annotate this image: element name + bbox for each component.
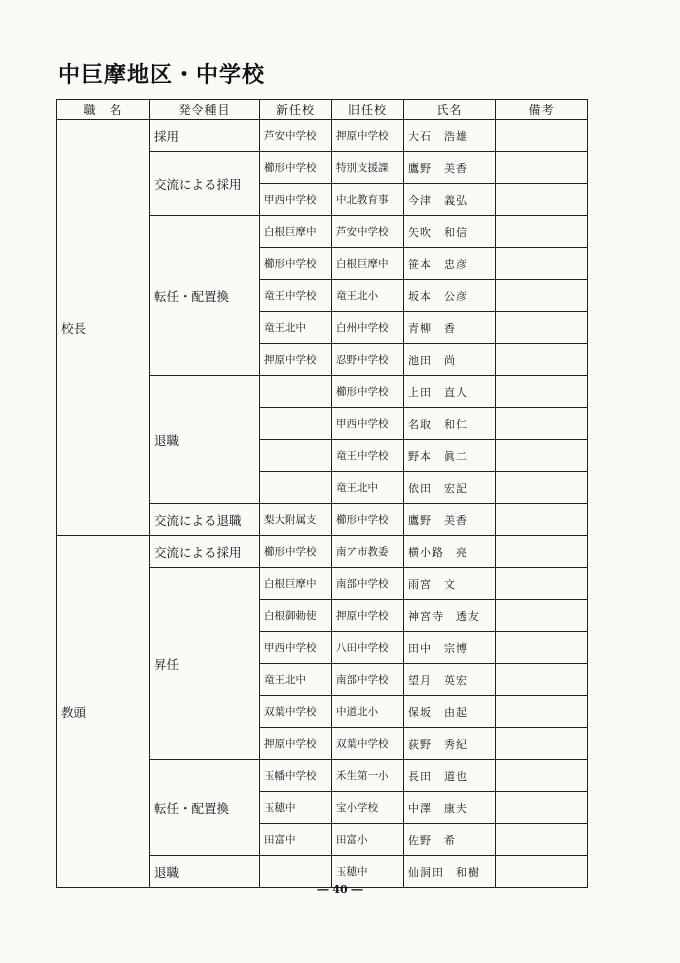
table-header-row bbox=[57, 100, 588, 120]
person-name-cell: 青柳 香 bbox=[404, 312, 496, 344]
new-school-cell: 櫛形中学校 bbox=[260, 248, 332, 280]
new-school-cell: 甲西中学校 bbox=[260, 184, 332, 216]
person-name-cell: 野本 眞二 bbox=[404, 440, 496, 472]
appointment-type-cell: 転任・配置換 bbox=[150, 216, 260, 376]
old-school-cell: 櫛形中学校 bbox=[332, 376, 404, 408]
remarks-cell bbox=[496, 472, 588, 504]
old-school-cell: 双葉中学校 bbox=[332, 728, 404, 760]
old-school-cell: 宝小学校 bbox=[332, 792, 404, 824]
remarks-cell bbox=[496, 728, 588, 760]
new-school-cell: 田富中 bbox=[260, 824, 332, 856]
person-name-cell: 上田 直人 bbox=[404, 376, 496, 408]
old-school-cell: 南部中学校 bbox=[332, 664, 404, 696]
header-remarks: 備考 bbox=[496, 100, 588, 120]
table-row bbox=[57, 120, 588, 152]
remarks-cell bbox=[496, 344, 588, 376]
remarks-cell bbox=[496, 824, 588, 856]
table-body bbox=[57, 120, 588, 888]
new-school-cell: 白根御勅使 bbox=[260, 600, 332, 632]
remarks-cell bbox=[496, 568, 588, 600]
page-number: ― 40 ― bbox=[317, 883, 363, 896]
remarks-cell bbox=[496, 760, 588, 792]
person-name-cell: 今津 義弘 bbox=[404, 184, 496, 216]
person-name-cell: 鷹野 美香 bbox=[404, 504, 496, 536]
person-name-cell: 矢吹 和信 bbox=[404, 216, 496, 248]
new-school-cell: 梨大附属支 bbox=[260, 504, 332, 536]
person-name-cell: 佐野 希 bbox=[404, 824, 496, 856]
header-type: 発令種目 bbox=[150, 100, 260, 120]
old-school-cell: 忍野中学校 bbox=[332, 344, 404, 376]
header-name: 氏名 bbox=[404, 100, 496, 120]
old-school-cell: 八田中学校 bbox=[332, 632, 404, 664]
header-position: 職 名 bbox=[57, 100, 150, 120]
old-school-cell: 中北教育事 bbox=[332, 184, 404, 216]
new-school-cell: 白根巨摩中 bbox=[260, 216, 332, 248]
old-school-cell: 竜王北中 bbox=[332, 472, 404, 504]
old-school-cell: 田富小 bbox=[332, 824, 404, 856]
new-school-cell: 芦安中学校 bbox=[260, 120, 332, 152]
person-name-cell: 保坂 由起 bbox=[404, 696, 496, 728]
appointment-type-cell: 交流による採用 bbox=[150, 152, 260, 216]
old-school-cell: 芦安中学校 bbox=[332, 216, 404, 248]
new-school-cell: 玉穂中 bbox=[260, 792, 332, 824]
new-school-cell: 押原中学校 bbox=[260, 728, 332, 760]
position-cell: 教頭 bbox=[57, 536, 150, 888]
remarks-cell bbox=[496, 184, 588, 216]
new-school-cell bbox=[260, 472, 332, 504]
appointment-type-cell: 退職 bbox=[150, 856, 260, 888]
remarks-cell bbox=[496, 440, 588, 472]
new-school-cell: 竜王北中 bbox=[260, 664, 332, 696]
remarks-cell bbox=[496, 376, 588, 408]
remarks-cell bbox=[496, 600, 588, 632]
new-school-cell: 玉幡中学校 bbox=[260, 760, 332, 792]
old-school-cell: 中道北小 bbox=[332, 696, 404, 728]
person-name-cell: 田中 宗博 bbox=[404, 632, 496, 664]
old-school-cell: 白根巨摩中 bbox=[332, 248, 404, 280]
old-school-cell: 押原中学校 bbox=[332, 120, 404, 152]
appointment-type-cell: 交流による退職 bbox=[150, 504, 260, 536]
personnel-table bbox=[56, 99, 588, 888]
appointment-type-cell: 昇任 bbox=[150, 568, 260, 760]
old-school-cell: 竜王北小 bbox=[332, 280, 404, 312]
remarks-cell bbox=[496, 696, 588, 728]
person-name-cell: 中澤 康夫 bbox=[404, 792, 496, 824]
remarks-cell bbox=[496, 312, 588, 344]
person-name-cell: 池田 尚 bbox=[404, 344, 496, 376]
remarks-cell bbox=[496, 792, 588, 824]
header-new-school: 新任校 bbox=[260, 100, 332, 120]
old-school-cell: 南部中学校 bbox=[332, 568, 404, 600]
new-school-cell: 双葉中学校 bbox=[260, 696, 332, 728]
new-school-cell: 櫛形中学校 bbox=[260, 536, 332, 568]
person-name-cell: 雨宮 文 bbox=[404, 568, 496, 600]
person-name-cell: 坂本 公彦 bbox=[404, 280, 496, 312]
person-name-cell: 笹本 忠彦 bbox=[404, 248, 496, 280]
person-name-cell: 神宮寺 透友 bbox=[404, 600, 496, 632]
remarks-cell bbox=[496, 152, 588, 184]
new-school-cell bbox=[260, 440, 332, 472]
remarks-cell bbox=[496, 248, 588, 280]
person-name-cell: 鷹野 美香 bbox=[404, 152, 496, 184]
person-name-cell: 望月 英宏 bbox=[404, 664, 496, 696]
person-name-cell: 名取 和仁 bbox=[404, 408, 496, 440]
appointment-type-cell: 転任・配置換 bbox=[150, 760, 260, 856]
remarks-cell bbox=[496, 120, 588, 152]
person-name-cell: 仙洞田 和樹 bbox=[404, 856, 496, 888]
header-old-school: 旧任校 bbox=[332, 100, 404, 120]
new-school-cell bbox=[260, 376, 332, 408]
old-school-cell: 禾生第一小 bbox=[332, 760, 404, 792]
old-school-cell: 白州中学校 bbox=[332, 312, 404, 344]
old-school-cell: 南ア市教委 bbox=[332, 536, 404, 568]
position-cell: 校長 bbox=[57, 120, 150, 536]
remarks-cell bbox=[496, 664, 588, 696]
remarks-cell bbox=[496, 504, 588, 536]
old-school-cell: 特別支援課 bbox=[332, 152, 404, 184]
appointment-type-cell: 採用 bbox=[150, 120, 260, 152]
new-school-cell: 竜王中学校 bbox=[260, 280, 332, 312]
page-title: 中巨摩地区・中学校 bbox=[58, 63, 266, 88]
new-school-cell: 櫛形中学校 bbox=[260, 152, 332, 184]
new-school-cell bbox=[260, 408, 332, 440]
old-school-cell: 櫛形中学校 bbox=[332, 504, 404, 536]
remarks-cell bbox=[496, 408, 588, 440]
person-name-cell: 大石 浩雄 bbox=[404, 120, 496, 152]
new-school-cell: 押原中学校 bbox=[260, 344, 332, 376]
remarks-cell bbox=[496, 280, 588, 312]
old-school-cell: 甲西中学校 bbox=[332, 408, 404, 440]
table-row bbox=[57, 536, 588, 568]
old-school-cell: 竜王中学校 bbox=[332, 440, 404, 472]
person-name-cell: 依田 宏記 bbox=[404, 472, 496, 504]
new-school-cell: 竜王北中 bbox=[260, 312, 332, 344]
remarks-cell bbox=[496, 216, 588, 248]
remarks-cell bbox=[496, 536, 588, 568]
old-school-cell: 押原中学校 bbox=[332, 600, 404, 632]
appointment-type-cell: 退職 bbox=[150, 376, 260, 504]
new-school-cell: 甲西中学校 bbox=[260, 632, 332, 664]
appointment-type-cell: 交流による採用 bbox=[150, 536, 260, 568]
remarks-cell bbox=[496, 632, 588, 664]
person-name-cell: 長田 道也 bbox=[404, 760, 496, 792]
new-school-cell: 白根巨摩中 bbox=[260, 568, 332, 600]
person-name-cell: 荻野 秀紀 bbox=[404, 728, 496, 760]
person-name-cell: 横小路 亮 bbox=[404, 536, 496, 568]
old-school-cell: 玉穂中 bbox=[332, 856, 404, 888]
